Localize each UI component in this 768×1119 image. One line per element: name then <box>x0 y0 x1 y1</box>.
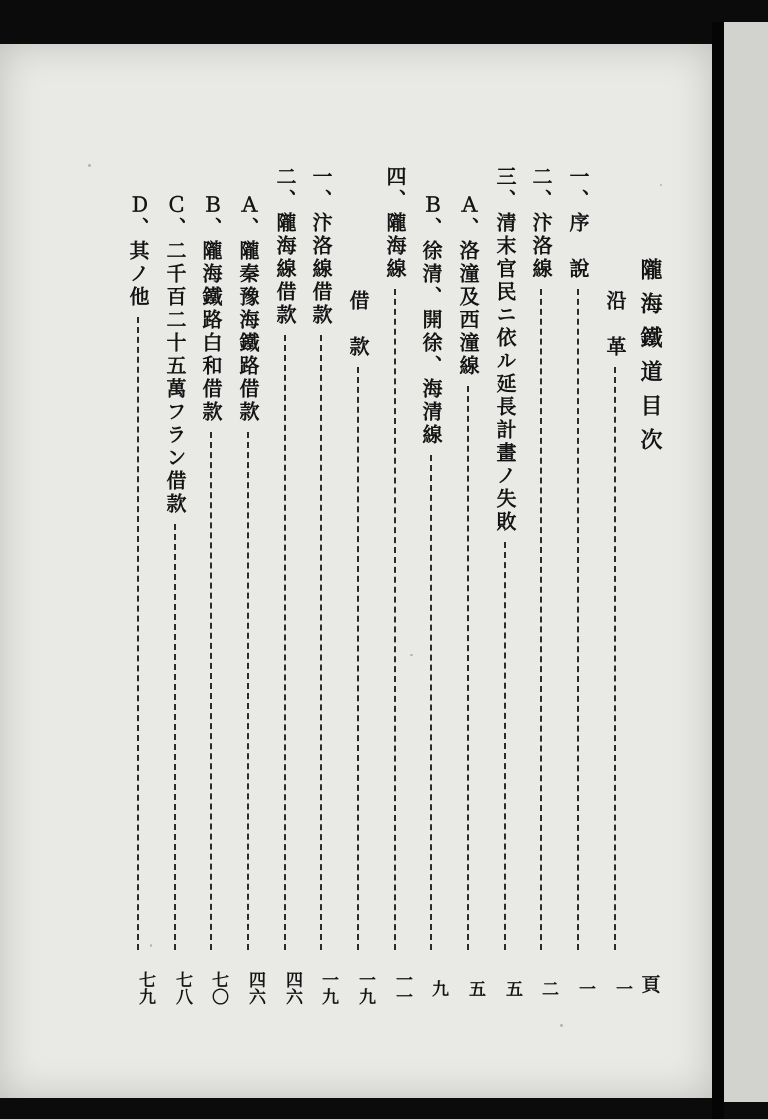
toc-entry-label: Ｂ、徐清、開徐、海清線 <box>419 194 443 447</box>
toc-entry-label: 借 款 <box>346 290 370 359</box>
toc-entry-label: 一、汴洛線借款 <box>309 166 333 327</box>
toc-entry <box>304 166 338 950</box>
toc-page-number: 一九 <box>318 971 338 1005</box>
binding-gutter <box>712 22 724 1119</box>
toc-page-number: 四六 <box>245 971 265 1005</box>
toc-entry-label: 二、隴海線借款 <box>273 166 297 327</box>
toc-entry <box>341 290 375 950</box>
dot-leader <box>467 386 469 950</box>
toc-entry-label: Ａ、洛潼及西潼線 <box>456 194 480 378</box>
toc-page-number: 七〇 <box>208 971 228 1005</box>
toc-page-number: 一 <box>612 979 632 997</box>
toc-entry <box>598 290 632 950</box>
toc-entry <box>121 194 155 950</box>
toc-entry <box>194 194 228 950</box>
page-title: 隴海鐵道目次 <box>637 258 663 462</box>
toc-page-number: 五 <box>465 979 485 997</box>
toc-entry-label: 三、清末官民ニ依ル延長計畫ノ失敗 <box>493 166 517 534</box>
dot-leader <box>430 455 432 950</box>
dot-leader <box>174 524 176 950</box>
toc-entry <box>231 194 265 950</box>
toc-page-number: 七九 <box>135 971 155 1005</box>
toc-entry-label: 四、隴海線 <box>383 166 407 281</box>
toc-entry <box>268 166 302 950</box>
toc-page-number: 五 <box>502 979 522 997</box>
dot-leader <box>614 367 616 950</box>
dot-leader <box>210 432 212 950</box>
toc-page-number: 二 <box>538 979 558 997</box>
facing-page-edge <box>724 22 768 1102</box>
toc-entry-label: 二、汴洛線 <box>529 166 553 281</box>
toc-page-number: 四六 <box>282 971 302 1005</box>
toc-entry <box>561 166 595 950</box>
page-number-heading: 頁 <box>641 974 661 996</box>
toc-page-number: 一 <box>575 979 595 997</box>
dot-leader <box>320 335 322 950</box>
dot-leader <box>284 335 286 950</box>
toc-entry-label: Ｄ、其ノ他 <box>126 194 150 309</box>
dot-leader <box>247 432 249 950</box>
dot-leader <box>540 289 542 950</box>
toc-entry-label: 沿 革 <box>603 290 627 359</box>
toc-page-number: 一一 <box>392 971 412 1005</box>
toc-entry-label: Ｃ、二千百二十五萬フラン借款 <box>163 194 187 516</box>
dot-leader <box>577 289 579 950</box>
toc-entry <box>414 194 448 950</box>
toc-entry <box>488 166 522 950</box>
dot-leader <box>137 317 139 950</box>
toc-entry <box>158 194 192 950</box>
toc-entry <box>378 166 412 950</box>
toc-page-number: 九 <box>428 979 448 997</box>
toc-entry <box>524 166 558 950</box>
dot-leader <box>394 289 396 950</box>
toc-entry-label: Ｂ、隴海鐵路白和借款 <box>199 194 223 424</box>
toc-entry-label: 一、序 說 <box>566 166 590 281</box>
toc-page-number: 一九 <box>355 971 375 1005</box>
dot-leader <box>504 542 506 950</box>
toc-entry <box>451 194 485 950</box>
toc-entry-label: Ａ、隴秦豫海鐵路借款 <box>236 194 260 424</box>
toc-page-number: 七八 <box>172 971 192 1005</box>
dot-leader <box>357 367 359 950</box>
